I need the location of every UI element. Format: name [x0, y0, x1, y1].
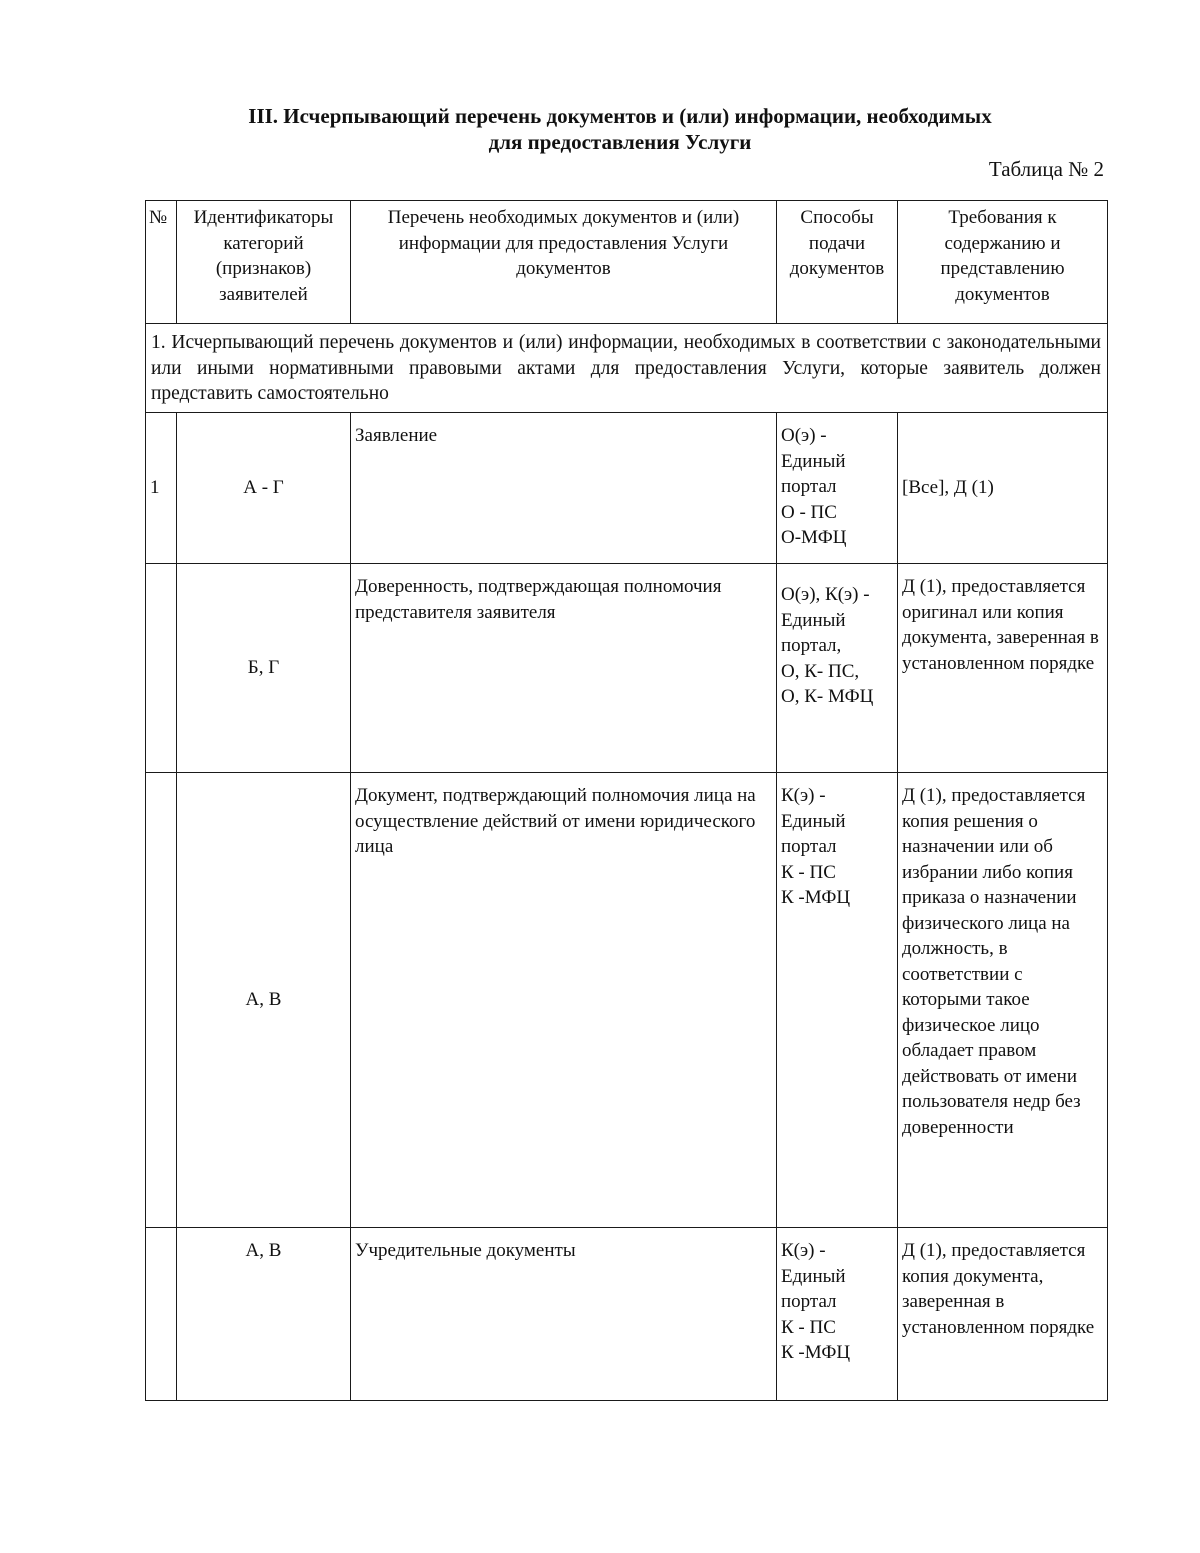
header-identifiers: Идентификаторы категорий (признаков) заявителей	[177, 201, 351, 324]
method-line: К -МФЦ	[781, 1342, 851, 1363]
heading-line-2: для предоставления Услуги	[488, 130, 752, 154]
table-row	[146, 773, 1108, 1228]
table-number: Таблица № 2	[988, 157, 1104, 181]
table-header-row	[146, 201, 1108, 324]
row-category: А, В	[177, 773, 351, 1228]
method-line: Единый	[781, 450, 846, 472]
header-methods: Способы подачи документов	[777, 201, 898, 324]
row-document: Доверенность, подтверждающая полномочия представителя заявителя	[351, 564, 777, 773]
method-line: О(э) -	[781, 425, 827, 446]
row-num	[146, 564, 177, 773]
row-document: Заявление	[351, 413, 777, 564]
row-methods	[777, 413, 898, 564]
row-num	[146, 773, 177, 1228]
row-requirements: Д (1), предоставляется копия документа, заверенная в установленном порядке	[898, 1228, 1108, 1401]
row-category: А, В	[177, 1228, 351, 1401]
header-requirements: Требования к содержанию и представлению документов	[898, 201, 1108, 324]
table-row	[146, 564, 1108, 773]
row-category: А - Г	[177, 413, 351, 564]
method-line: К(э) -	[781, 1240, 826, 1261]
method-line: Единый	[781, 810, 846, 832]
row-methods	[777, 1228, 898, 1401]
method-line: К - ПС	[781, 861, 836, 883]
method-line: К(э) -	[781, 785, 826, 806]
method-line: К -МФЦ	[781, 887, 851, 908]
header-documents: Перечень необходимых документов и (или) информации для предоставления Услуги документов	[351, 201, 777, 324]
method-line: портал,	[781, 635, 842, 656]
method-line: портал	[781, 1291, 837, 1312]
method-line: портал	[781, 836, 837, 857]
row-num	[146, 1228, 177, 1401]
method-line: О, К- ПС,	[781, 660, 860, 682]
row-category: Б, Г	[177, 564, 351, 773]
section-title: 1. Исчерпывающий перечень документов и (или) информации, необходимых в соответствии с законодательными или иными нормативными правовыми актами для предоставления Услуги, которые заявитель должен представить самостоятельно	[146, 324, 1108, 413]
method-line: О - ПС	[781, 501, 837, 523]
section-row	[146, 324, 1108, 413]
row-methods	[777, 773, 898, 1228]
row-num: 1	[146, 413, 177, 564]
row-requirements: Д (1), предоставляется копия решения о назначении или об избрании либо копия приказа о назначении физического лица на должность, в соответствии с которыми такое физическое лицо обладает правом действовать от имени пользователя недр без доверенности	[898, 773, 1108, 1228]
method-line: портал	[781, 476, 837, 497]
table-row	[146, 1228, 1108, 1401]
heading-line-1: III. Исчерпывающий перечень документов и (или) информации, необходимых	[248, 104, 992, 128]
table-row	[146, 413, 1108, 564]
document-heading	[140, 103, 1100, 155]
documents-table	[145, 200, 1108, 1401]
method-line: О, К- МФЦ	[781, 686, 874, 707]
row-document: Документ, подтверждающий полномочия лица на осуществление действий от имени юридического лица	[351, 773, 777, 1228]
row-methods	[777, 564, 898, 773]
header-num: №	[146, 201, 177, 324]
method-line: Единый	[781, 609, 846, 631]
method-line: О(э), К(э) -	[781, 584, 870, 605]
row-requirements: [Все], Д (1)	[898, 413, 1108, 564]
row-document: Учредительные документы	[351, 1228, 777, 1401]
row-requirements: Д (1), предоставляется оригинал или копия документа, заверенная в установленном порядке	[898, 564, 1108, 773]
method-line: О-МФЦ	[781, 527, 847, 548]
method-line: К - ПС	[781, 1316, 836, 1338]
method-line: Единый	[781, 1265, 846, 1287]
